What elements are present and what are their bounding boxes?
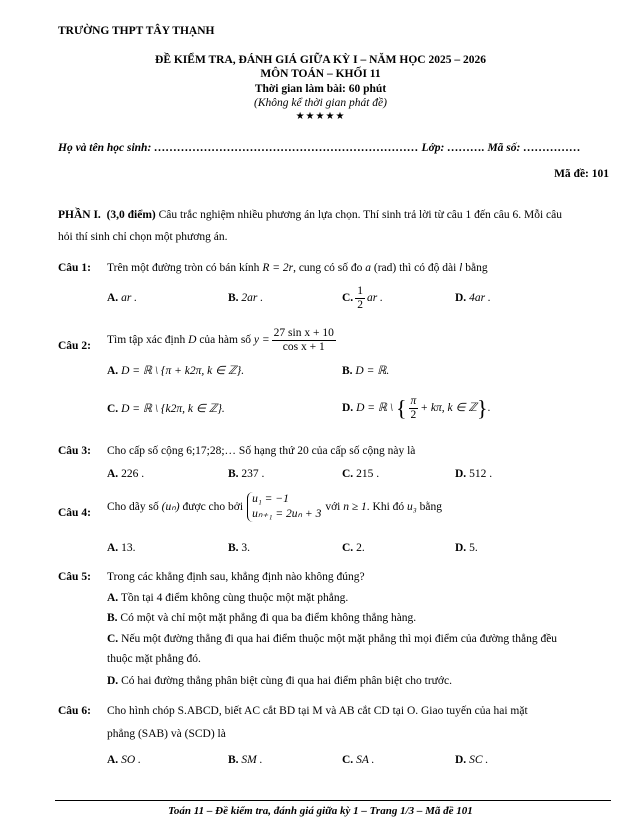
question-4-label: Câu 4: bbox=[58, 507, 91, 519]
q6-option-d[interactable]: D. SC . bbox=[455, 754, 489, 766]
id-field: …………… bbox=[523, 142, 581, 154]
q5-option-c[interactable]: C. Nếu một đường thẳng đi qua hai điểm thuộc một mặt phẳng thì mọi điểm của đường thẳng đều bbox=[107, 633, 558, 645]
student-info-line bbox=[58, 141, 581, 155]
exam-note: (Không kể thời gian phát đề) bbox=[254, 97, 387, 109]
question-6-text: Cho hình chóp S.ABCD, biết AC cắt BD tại M và AB cắt CD tại O. Giao tuyến của hai mặt bbox=[107, 705, 528, 717]
question-3-label: Câu 3: bbox=[58, 445, 91, 457]
q3-option-a[interactable]: A. 226 . bbox=[107, 468, 145, 480]
q2-option-a[interactable]: A. D = ℝ \ {π + k2π, k ∈ ℤ}. bbox=[107, 365, 245, 377]
id-label: Mã số: bbox=[487, 142, 521, 154]
exam-time: Thời gian làm bài: 60 phút bbox=[254, 83, 387, 95]
q6-option-b[interactable]: B. SM . bbox=[228, 754, 263, 766]
q2-option-c[interactable]: C. D = ℝ \ {k2π, k ∈ ℤ}. bbox=[107, 403, 225, 415]
q6-option-c[interactable]: C. SA . bbox=[342, 754, 375, 766]
q5-option-a[interactable]: A. Tồn tại 4 điểm không cùng thuộc một mặt phẳng. bbox=[107, 592, 349, 604]
part-label: PHẦN I. bbox=[58, 209, 101, 221]
question-2-text: Tìm tập xác định D của hàm số y = $\frac{\text{27 sin x + 10}}{\text{cos x + 1}}$ bbox=[107, 326, 334, 353]
question-6-label: Câu 6: bbox=[58, 705, 91, 717]
q4-option-b[interactable]: B. 3. bbox=[228, 542, 251, 554]
exam-code: Mã đề: 101 bbox=[554, 168, 609, 180]
footer-divider bbox=[55, 800, 611, 801]
part-intro-line2: hỏi thí sinh chỉ chọn một phương án. bbox=[58, 231, 228, 243]
q4-option-c[interactable]: C. 2. bbox=[342, 542, 365, 554]
q4-option-a[interactable]: A. 13. bbox=[107, 542, 136, 554]
class-label: Lớp: bbox=[421, 142, 445, 154]
q5-option-d[interactable]: D. Có hai đường thẳng phân biệt cùng đi qua hai điểm phân biệt cho trước. bbox=[107, 675, 452, 687]
class-field: ………. bbox=[447, 142, 485, 154]
q1-option-d[interactable]: D. 4ar . bbox=[455, 292, 491, 304]
q1-option-b[interactable]: B. 2ar . bbox=[228, 292, 264, 304]
q2-option-d[interactable]: D. D = ℝ \ { $\frac{\pi}{2}$ + kπ, k ∈ ℤ}. bbox=[342, 394, 491, 421]
q1-option-c[interactable]: C. $\frac{1}{2}$ ar . bbox=[342, 284, 383, 311]
question-5-text: Trong các khẳng định sau, khẳng định nào không đúng? bbox=[107, 571, 365, 583]
question-2-label: Câu 2: bbox=[58, 340, 91, 352]
q5-option-b[interactable]: B. Có một và chỉ một mặt phẳng đi qua ba điểm không thẳng hàng. bbox=[107, 612, 417, 624]
name-label: Họ và tên học sinh: bbox=[58, 142, 152, 154]
school-name: TRƯỜNG THPT TÂY THẠNH bbox=[58, 25, 215, 37]
q3-option-b[interactable]: B. 237 . bbox=[228, 468, 265, 480]
part-points: (3,0 điểm) bbox=[106, 209, 156, 221]
part-text: Câu trắc nghiệm nhiều phương án lựa chọn. Thí sinh trả lời từ câu 1 đến câu 6. Mỗi câu bbox=[158, 209, 562, 221]
q3-option-c[interactable]: C. 215 . bbox=[342, 468, 380, 480]
question-4-text: Cho dãy số (uₙ) được cho bởi u₁ = −1 uₙ₊₁ = 2uₙ + 3 với n ≥ 1. Khi đó u₃ bằng bbox=[107, 493, 443, 521]
q1-option-a[interactable]: A. ar . bbox=[107, 292, 138, 304]
exam-subject: MÔN TOÁN – KHỐI 11 bbox=[260, 68, 381, 80]
question-3-text: Cho cấp số cộng 6;17;28;… Số hạng thứ 20 của cấp số cộng này là bbox=[107, 445, 416, 457]
q3-option-d[interactable]: D. 512 . bbox=[455, 468, 493, 480]
page-footer: Toán 11 – Đề kiểm tra, đánh giá giữa kỳ 1 – Trang 1/3 – Mã đề 101 bbox=[168, 805, 473, 817]
q6-option-a[interactable]: A. SO . bbox=[107, 754, 141, 766]
q4-option-d[interactable]: D. 5. bbox=[455, 542, 478, 554]
q5-option-c-cont: thuộc mặt phẳng đó. bbox=[107, 653, 201, 665]
stars: ★★★★★ bbox=[295, 111, 346, 122]
question-6-text-cont: phẳng (SAB) và (SCD) là bbox=[107, 728, 226, 740]
part-intro-line1 bbox=[58, 208, 562, 222]
name-field: …………………………………………………………… bbox=[154, 142, 419, 154]
question-1-text: Trên một đường tròn có bán kính R = 2r, cung có số đo a (rad) thì có độ dài l bằng bbox=[107, 262, 488, 274]
question-5-label: Câu 5: bbox=[58, 571, 91, 583]
question-1-label: Câu 1: bbox=[58, 262, 91, 274]
exam-title: ĐỀ KIỂM TRA, ĐÁNH GIÁ GIỮA KỲ I – NĂM HỌC 2025 – 2026 bbox=[155, 54, 486, 66]
q2-option-b[interactable]: B. D = ℝ. bbox=[342, 365, 390, 377]
